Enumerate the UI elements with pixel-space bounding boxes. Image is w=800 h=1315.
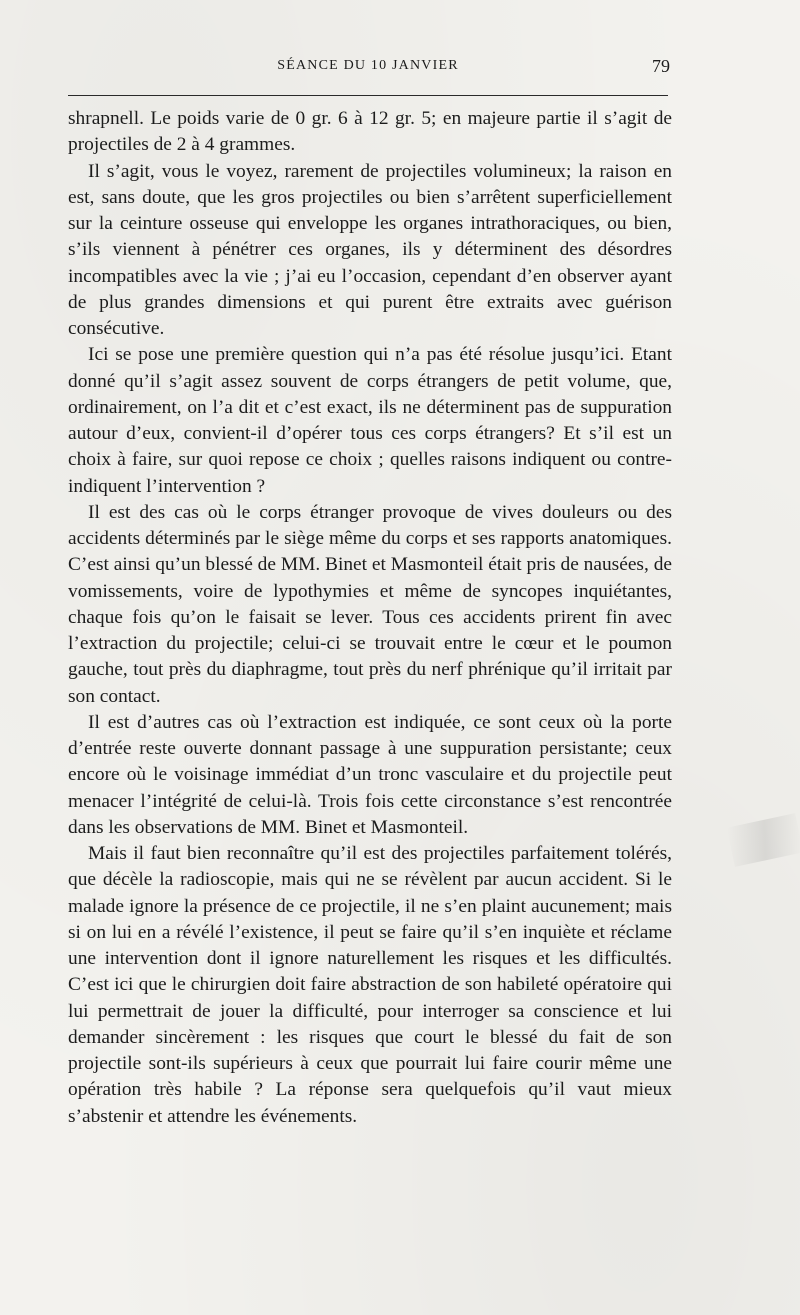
- body-text: [68, 106, 672, 1130]
- page-number: 79: [652, 56, 670, 76]
- paper-smudge: [727, 813, 800, 867]
- page-header: [68, 52, 668, 82]
- paragraph-1: shrapnell. Le poids varie de 0 gr. 6 à 12 gr. 5; en majeure partie il s’agit de projectiles de 2 à 4 grammes.: [68, 108, 672, 156]
- paragraph-3: Ici se pose une première question qui n’a pas été résolue jusqu’ici. Etant donné qu’il s’agit assez souvent de corps étrangers de petit volume, que, ordinairement, on l’a dit et c’est exact, ils ne déterminent pas de suppuration autour d’eux, convient-il d’opérer tous ces corps étrangers? Et s’il est un choix à faire, sur quoi repose ce choix ; quelles raisons indiquent ou contre-indiquent l’intervention ?: [68, 344, 672, 497]
- paragraph-6: Mais il faut bien reconnaître qu’il est des projectiles parfaitement tolérés, que décèle la radioscopie, mais qui ne se révèlent par aucun accident. Si le malade ignore la présence de ce projectile, il ne s’en plaint aucunement; mais si on lui en a révélé l’existence, il peut se faire qu’il s’en inquiète et réclame une intervention dont il ignore naturellement les risques et les difficultés. C’est ici que le chirurgien doit faire abstraction de son habileté opératoire qui lui permettrait de jouer la difficulté, pour interroger sa conscience et lui demander sincèrement : les risques que court le blessé du fait de son projectile sont-ils supérieurs à ceux que pourrait lui faire courir même une opération très habile ? La réponse sera quelquefois qu’il vaut mieux s’abstenir et attendre les événements.: [68, 843, 672, 1127]
- paragraph-4: Il est des cas où le corps étranger provoque de vives douleurs ou des accidents déterminés par le siège même du corps et ses rapports anatomiques. C’est ainsi qu’un blessé de MM. Binet et Masmonteil était pris de nausées, de vomissements, voire de lypothymies et même de syncopes inquiétantes, chaque fois qu’on le faisait se lever. Tous ces accidents prirent fin avec l’extraction du projectile; celui-ci se trouvait entre le cœur et le poumon gauche, tout près du diaphragme, tout près du nerf phrénique qu’il irritait par son contact.: [68, 501, 672, 707]
- running-head: SÉANCE DU 10 JANVIER: [277, 58, 459, 73]
- paragraph-5: Il est d’autres cas où l’extraction est indiquée, ce sont ceux où la porte d’entrée reste ouverte donnant passage à une suppuration persistante; ceux encore où le voisinage immédiat d’un tronc vasculaire et du projectile peut menacer l’intégrité de celui-là. Trois fois cette circonstance s’est rencontrée dans les observations de MM. Binet et Masmonteil.: [68, 711, 672, 838]
- header-rule: [68, 95, 668, 96]
- paragraph-2: Il s’agit, vous le voyez, rarement de projectiles volumineux; la raison en est, sans doute, que les gros projectiles ou bien s’arrêtent superficiellement sur la ceinture osseuse qui enveloppe les organes intrathoraciques, ou bien, s’ils viennent à pénétrer ces organes, ils y déterminent des désordres incompatibles avec la vie ; j’ai eu l’occasion, cependant d’en observer ayant de plus grandes dimensions et qui purent être extraits avec guérison consécutive.: [68, 160, 672, 339]
